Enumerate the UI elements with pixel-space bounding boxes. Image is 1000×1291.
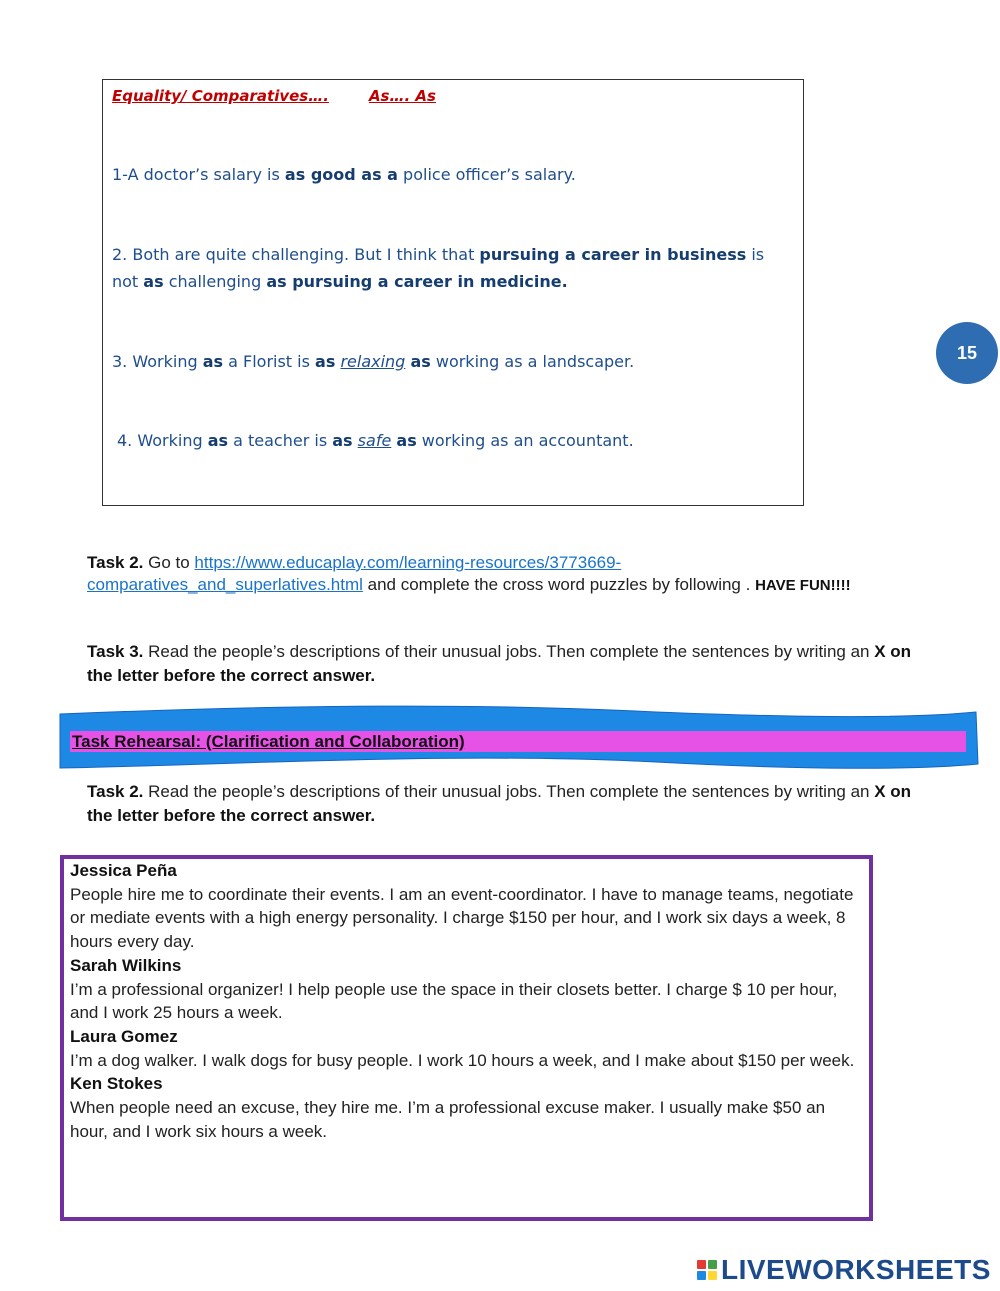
example-line-1: 1-A doctor’s salary is as good as a police officer’s salary.: [112, 165, 576, 184]
examples-box: [102, 79, 804, 506]
person-description: When people need an excuse, they hire me. I’m a professional excuse maker. I usually make $50 an hour, and I work six hours a week.: [70, 1098, 826, 1141]
example-line-2a: 2. Both are quite challenging. But I think that pursuing a career in business is: [112, 245, 765, 264]
person-name: Laura Gomez: [70, 1026, 178, 1046]
examples-title-2: As…. As: [368, 87, 436, 105]
example-line-2b: not as challenging as pursuing a career in medicine.: [112, 272, 568, 291]
person-name: Jessica Peña: [70, 861, 177, 880]
banner-label: Task Rehearsal: (Clarification and Collaboration): [70, 731, 966, 752]
page-number-badge: 15: [936, 322, 998, 384]
descriptions-content: [70, 859, 865, 1143]
person-name: Ken Stokes: [70, 1074, 163, 1094]
examples-title: Equality/ Comparatives…. As…. As: [112, 87, 436, 105]
task2-instruction: Task 2. Read the people’s descriptions of their unusual jobs. Then complete the sentences by writing an X on the letter before the correct answer.: [87, 782, 912, 825]
logo-icon: [697, 1260, 717, 1280]
person-description: I’m a dog walker. I walk dogs for busy people. I work 10 hours a week, and I make about $150 per week.: [70, 1050, 855, 1070]
person-name: Sarah Wilkins: [70, 955, 182, 975]
task2-link-instruction: Task 2. Go to https://www.educaplay.com/learning-resources/3773669- comparatives_and_superlatives.html and complete the cross word puzzles by following . HAVE FUN!!!!: [87, 553, 851, 594]
example-line-3: 3. Working as a Florist is as relaxing as working as a landscaper.: [112, 352, 635, 371]
person-description: I’m a professional organizer! I help people use the space in their closets better. I charge $ 10 per hour, and I work 25 hours a week.: [70, 979, 838, 1023]
person-description: People hire me to coordinate their events. I am an event-coordinator. I have to manage teams, negotiate or mediate events with a high energy personality. I charge $150 per hour, and I work six days a week, 8 hours every day.: [70, 884, 854, 952]
task3-instruction: Task 3. Read the people’s descriptions of their unusual jobs. Then complete the sentences by writing an X on the letter before the correct answer.: [87, 642, 912, 685]
educaplay-link[interactable]: https://www.educaplay.com/learning-resources/3773669- comparatives_and_superlatives.html: [87, 553, 622, 594]
example-line-4: 4. Working as a teacher is as safe as working as an accountant.: [117, 431, 634, 450]
liveworksheets-logo: LIVEWORKSHEETS: [697, 1255, 991, 1285]
